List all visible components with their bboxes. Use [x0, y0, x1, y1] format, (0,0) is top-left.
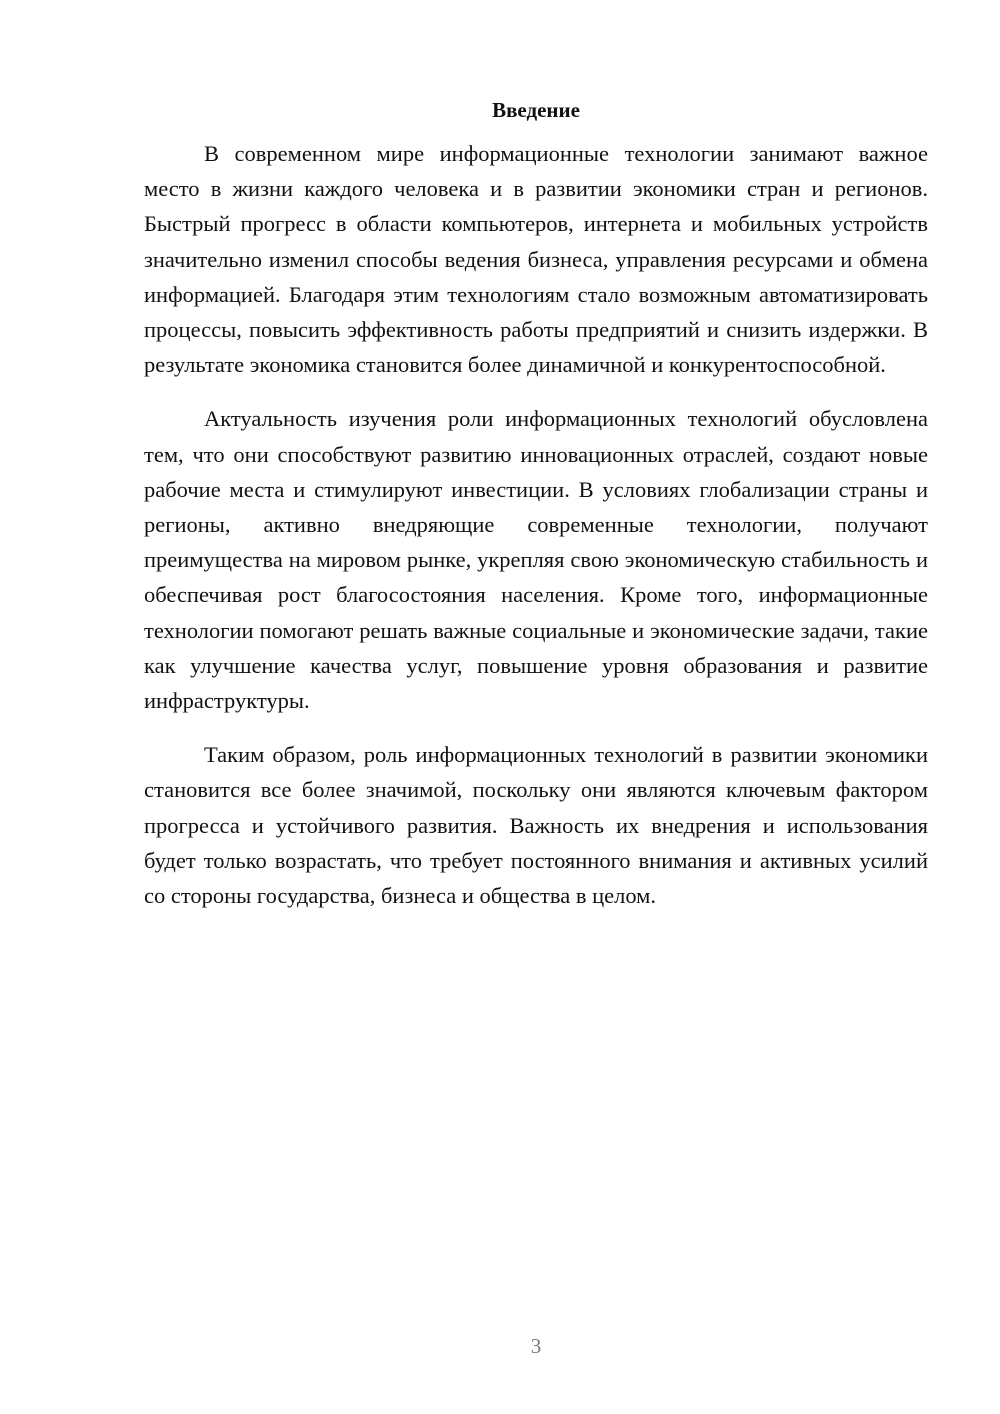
- page-content: [144, 92, 928, 932]
- paragraph-3: Таким образом, роль информационных технологий в развитии экономики становится все более значимой, поскольку они являются ключевым фактором прогресса и устойчивого развития. Важность их внедрения и использования будет только возрастать, что требует постоянного внимания и активных усилий со стороны государства, бизнеса и общества в целом.: [144, 742, 928, 909]
- paragraph-2: Актуальность изучения роли информационных технологий обусловлена тем, что они способствуют развитию инновационных отраслей, создают новые рабочие места и стимулируют инвестиции. В условиях глобализации страны и регионы, активно внедряющие современные технологии, получают преимущества на мировом рынке, укрепляя свою экономическую стабильность и обеспечивая рост благосостояния населения. Кроме того, информационные технологии помогают решать важные социальные и экономические задачи, такие как улучшение качества услуг, повышение уровня образования и развитие инфраструктуры.: [144, 406, 928, 714]
- section-heading: Введение: [492, 98, 580, 122]
- page-number: 3: [530, 1334, 542, 1358]
- paragraph-1: В современном мире информационные технологии занимают важное место в жизни каждого человека и в развитии экономики стран и регионов. Быстрый прогресс в области компьютеров, интернета и мобильных устройств значительно изменил способы ведения бизнеса, управления ресурсами и обмена информацией. Благодаря этим технологиям стало возможным автоматизировать процессы, повысить эффективность работы предприятий и снизить издержки. В результате экономика становится более динамичной и конкурентоспособной.: [144, 141, 928, 378]
